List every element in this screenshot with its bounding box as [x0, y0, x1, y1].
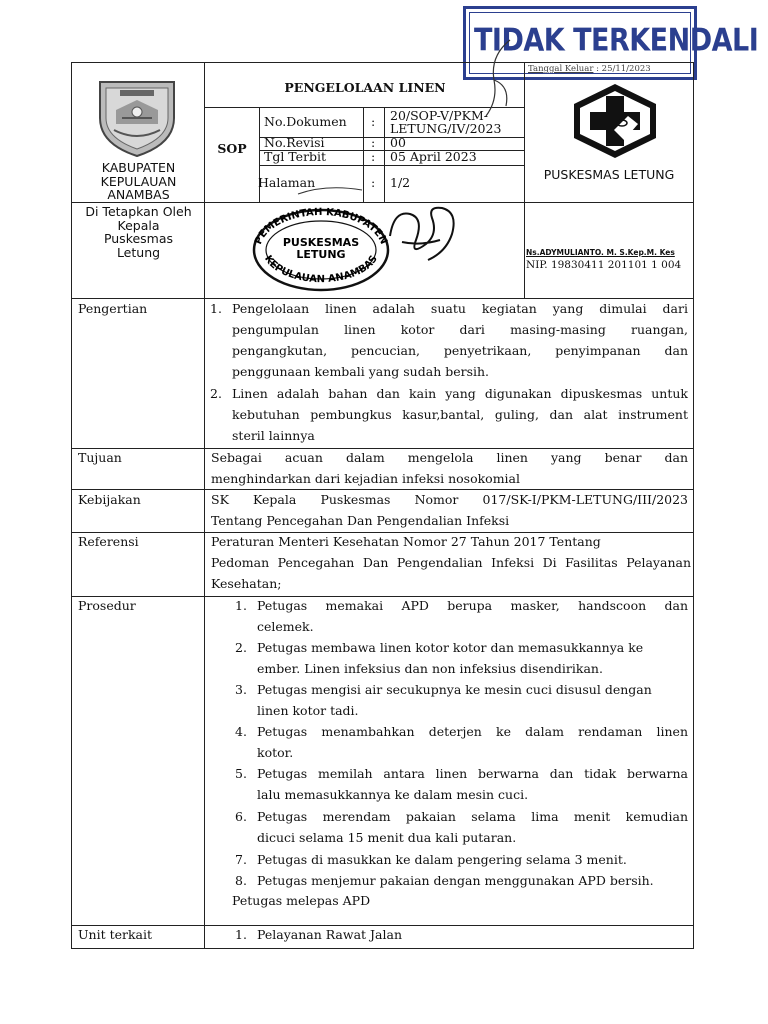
referensi-text: Peraturan Menteri Kesehatan Nomor 27 Tahun 2017 Tentang Pedoman Pencegahan Dan Pengendalian Infeksi Di Fasilitas Pelayanan Kesehatan;: [211, 534, 691, 591]
tujuan-text: Sebagai acuan dalam mengelola linen yang benar dan menghindarkan dari kejadian infeksi nosokomial: [211, 450, 688, 486]
org-name: KABUPATEN KEPULAUAN ANAMBAS: [100, 160, 177, 202]
meta-value-doc-2: LETUNG/IV/2023: [390, 121, 502, 136]
meta-label-page: Halaman: [258, 175, 316, 190]
seal-center-1: PUSKESMAS: [282, 236, 360, 249]
document-title: PENGELOLAAN LINEN: [284, 80, 446, 95]
section-label-kebijakan: Kebijakan: [78, 492, 141, 507]
pengertian-item-1: Pengelolaan linen adalah suatu kegiatan yang dimulai dari pengumpulan linen kotor dari masing-masing ruangan, pengangkutan, pencucian, penyetrikaan, penyimpanan dan penggunaan kembali yang sudah bersih.: [232, 301, 688, 379]
item-number: 2.: [210, 386, 222, 401]
step-number: 3.: [235, 682, 247, 697]
item-number: 1.: [210, 301, 222, 316]
prosedur-step: Petugas menjemur pakaian dengan menggunakan APD bersih.: [257, 873, 654, 888]
signer-nip: NIP. 19830411 201101 1 004: [526, 259, 682, 271]
regency-emblem-icon: [92, 74, 182, 158]
meta-label-date: Tgl Terbit: [264, 149, 327, 164]
prosedur-step: Petugas memilah antara linen berwarna dan tidak berwarna lalu memasukkannya ke dalam mesin cuci.: [257, 766, 688, 802]
step-number: 7.: [235, 852, 247, 867]
section-label-referensi: Referensi: [78, 534, 139, 549]
unit-item: Pelayanan Rawat Jalan: [257, 927, 403, 942]
meta-value-date: 05 April 2023: [390, 149, 477, 164]
meta-value-page: 1/2: [390, 175, 411, 190]
prosedur-step: Petugas merendam pakaian selama lima menit kemudian dicuci selama 15 menit dua kali putaran.: [257, 809, 688, 845]
official-seal: [250, 206, 392, 294]
step-number: 8.: [235, 873, 247, 888]
seal-center-2: LETUNG: [296, 248, 346, 261]
meta-sep: :: [371, 135, 376, 150]
stamp-text: TIDAK TERKENDALI: [474, 23, 759, 59]
section-label-pengertian: Pengertian: [78, 301, 148, 316]
meta-sep: :: [371, 175, 376, 190]
seal-top-text: PEMERINTAH KABUPATEN: [253, 206, 390, 247]
signer-name: Ns.ADYMULIANTO. M. S.Kep.M. Kes: [526, 248, 675, 257]
step-number: 1.: [235, 927, 247, 942]
right-org-name: PUSKESMAS LETUNG: [543, 167, 675, 182]
meta-label-doc: No.Dokumen: [264, 114, 347, 129]
pengertian-item-2: Linen adalah bahan dan kain yang digunakan dipuskesmas untuk kebutuhan pembungkus kasur,bantal, guling, dan alat instrument steril lainnya: [232, 386, 688, 443]
meta-value-rev: 00: [390, 135, 406, 150]
step-number: 1.: [235, 598, 247, 613]
prosedur-step: Petugas menambahkan deterjen ke dalam rendaman linen kotor.: [257, 724, 688, 760]
stamp-date: Tanggal Keluar : 25/11/2023: [528, 64, 651, 74]
step-number: 6.: [235, 809, 247, 824]
section-label-prosedur: Prosedur: [78, 598, 136, 613]
puskesmas-logo-icon: [570, 82, 660, 160]
prosedur-step: Petugas memakai APD berupa masker, handscoon dan celemek.: [257, 598, 688, 634]
sop-label: SOP: [217, 141, 247, 156]
set-by: Di Tetapkan Oleh Kepala Puskesmas Letung: [85, 204, 192, 260]
seal-bottom-text: KEPULAUAN ANAMBAS: [262, 253, 380, 286]
prosedur-step: Petugas di masukkan ke dalam pengering selama 3 menit.: [257, 852, 627, 867]
prosedur-step: Petugas membawa linen kotor kotor dan memasukkannya ke ember. Linen infeksius dan non infeksius disendirikan.: [257, 640, 644, 676]
section-label-unit: Unit terkait: [78, 927, 153, 942]
handwritten-signature: [380, 200, 470, 266]
step-number: 5.: [235, 766, 247, 781]
prosedur-tail: Petugas melepas APD: [232, 893, 371, 908]
meta-sep: :: [371, 149, 376, 164]
section-label-tujuan: Tujuan: [78, 450, 122, 465]
meta-sep: :: [371, 114, 376, 129]
step-number: 4.: [235, 724, 247, 739]
pen-scribble: [296, 170, 366, 200]
kebijakan-text: SK Kepala Puskesmas Nomor 017/SK-I/PKM-LETUNG/III/2023 Tentang Pencegahan Dan Pengendalian Infeksi: [211, 492, 688, 528]
pen-scribble: [480, 36, 528, 146]
meta-label-rev: No.Revisi: [264, 135, 325, 150]
meta-value-doc-1: 20/SOP-V/PKM-: [390, 108, 488, 123]
prosedur-step: Petugas mengisi air secukupnya ke mesin cuci disusul dengan linen kotor tadi.: [257, 682, 652, 718]
step-number: 2.: [235, 640, 247, 655]
